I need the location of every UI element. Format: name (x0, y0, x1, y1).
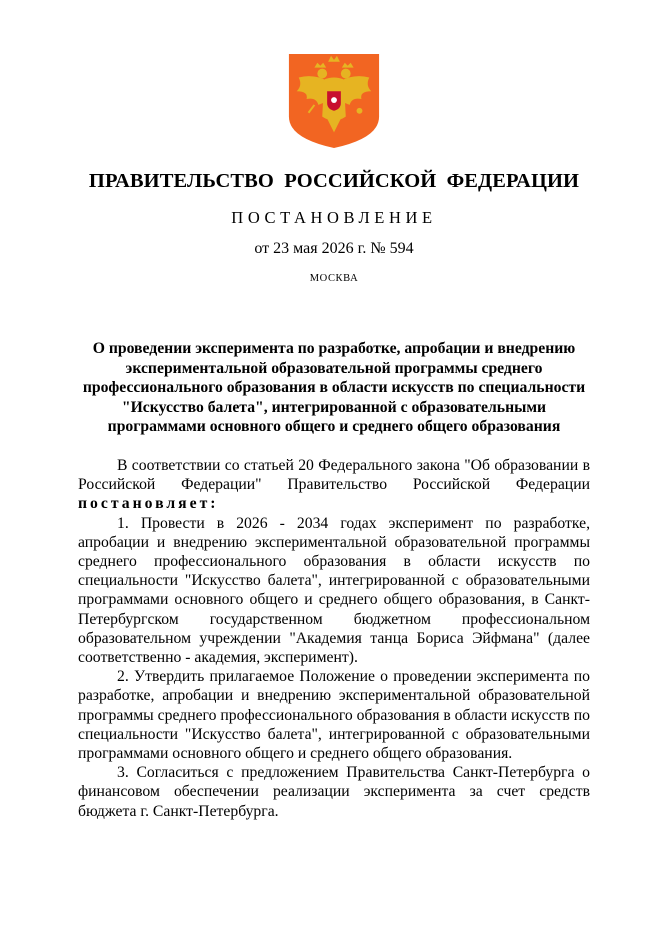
document-city: МОСКВА (309, 273, 359, 284)
government-title: ПРАВИТЕЛЬСТВО РОССИЙСКОЙ ФЕДЕРАЦИИ (88, 170, 580, 192)
document-subject: О проведении эксперимента по разработке, апробации и внедрению экспериментальной образовательной программы среднего профессионального образования в области искусств по специальности "Искусство балета", интегрированной с образовательными программами основного общего и среднего общего образования (82, 340, 586, 435)
russian-coat-of-arms-icon (285, 52, 383, 150)
document-type: ПОСТАНОВЛЕНИЕ (231, 208, 437, 227)
preamble-text: В соответствии со статьей 20 Федерального закона "Об образовании в Российской Федерации" Правительство Российской Федерации (78, 457, 590, 494)
item-2-paragraph: 2. Утвердить прилагаемое Положение о проведении эксперимента по разработке, апробации и внедрению экспериментальной образовательной программы среднего профессионального образования в области искусств по специальности "Искусство балета", интегрированной с образовательными программами основного общего и среднего общего образования. (78, 668, 590, 763)
document-body (78, 456, 590, 821)
decides-word: постановляет: (78, 495, 219, 513)
preamble-paragraph (78, 456, 590, 514)
item-1-paragraph: 1. Провести в 2026 - 2034 годах эксперимент по разработке, апробации и внедрению экспериментальной образовательной программы среднего профессионального образования в области искусств по специальности "Искусство балета", интегрированной с образовательными программами основного общего и среднего общего образования, в Санкт-Петербургском государственном бюджетном профессиональном образовательном учреждении "Академия танца Бориса Эйфмана" (далее соответственно - академия, эксперимент). (78, 514, 590, 667)
document-date-number: от 23 мая 2026 г. № 594 (254, 240, 414, 257)
item-3-paragraph: 3. Согласиться с предложением Правительства Санкт-Петербурга о финансовом обеспечении реализации эксперимента за счет средств бюджета г. Санкт-Петербурга. (78, 764, 590, 820)
